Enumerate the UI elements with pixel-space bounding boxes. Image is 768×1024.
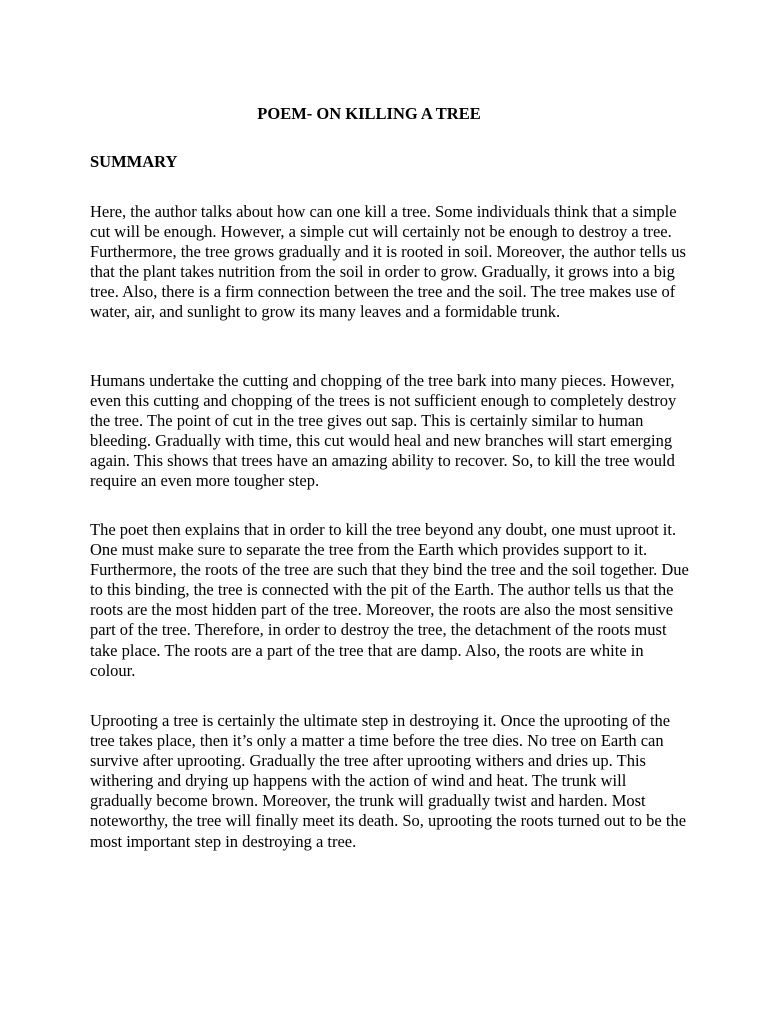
summary-paragraph-3: The poet then explains that in order to kill the tree beyond any doubt, one must uproot it. One must make sure to separate the tree from the Earth which provides support to it. Furthermore, the roots of the tree are such that they bind the tree and the soil together. Due to this binding, the tree is connected with the pit of the Earth. The author tells us that the roots are the most hidden part of the tree. Moreover, the roots are also the most sensitive part of the tree. Therefore, in order to destroy the tree, the detachment of the roots must take place. The roots are a part of the tree that are damp. Also, the roots are white in colour. [90,520,689,680]
summary-paragraph-2: Humans undertake the cutting and chopping of the tree bark into many pieces. However, even this cutting and chopping of the trees is not sufficient enough to completely destroy the tree. The point of cut in the tree gives out sap. This is certainly similar to human bleeding. Gradually with time, this cut would heal and new branches will start emerging again. This shows that trees have an amazing ability to recover. So, to kill the tree would require an even more tougher step. [90,371,677,491]
document-title [0,104,768,124]
document-title-text: POEM- ON KILLING A TREE [257,104,481,123]
summary-heading: SUMMARY [90,152,178,171]
summary-paragraph-4: Uprooting a tree is certainly the ultimate step in destroying it. Once the uprooting of the tree takes place, then it’s only a matter a time before the tree dies. No tree on Earth can survive after uprooting. Gradually the tree after uprooting withers and dries up. This withering and drying up happens with the action of wind and heat. The trunk will gradually become brown. Moreover, the trunk will gradually twist and harden. Most noteworthy, the tree will finally meet its death. So, uprooting the roots turned out to be the most important step in destroying a tree. [90,711,687,851]
summary-paragraph-1: Here, the author talks about how can one kill a tree. Some individuals think that a simple cut will be enough. However, a simple cut will certainly not be enough to destroy a tree. Furthermore, the tree grows gradually and it is rooted in soil. Moreover, the author tells us that the plant takes nutrition from the soil in order to grow. Gradually, it grows into a big tree. Also, there is a firm connection between the tree and the soil. The tree makes use of water, air, and sunlight to grow its many leaves and a formidable trunk. [90,202,686,322]
